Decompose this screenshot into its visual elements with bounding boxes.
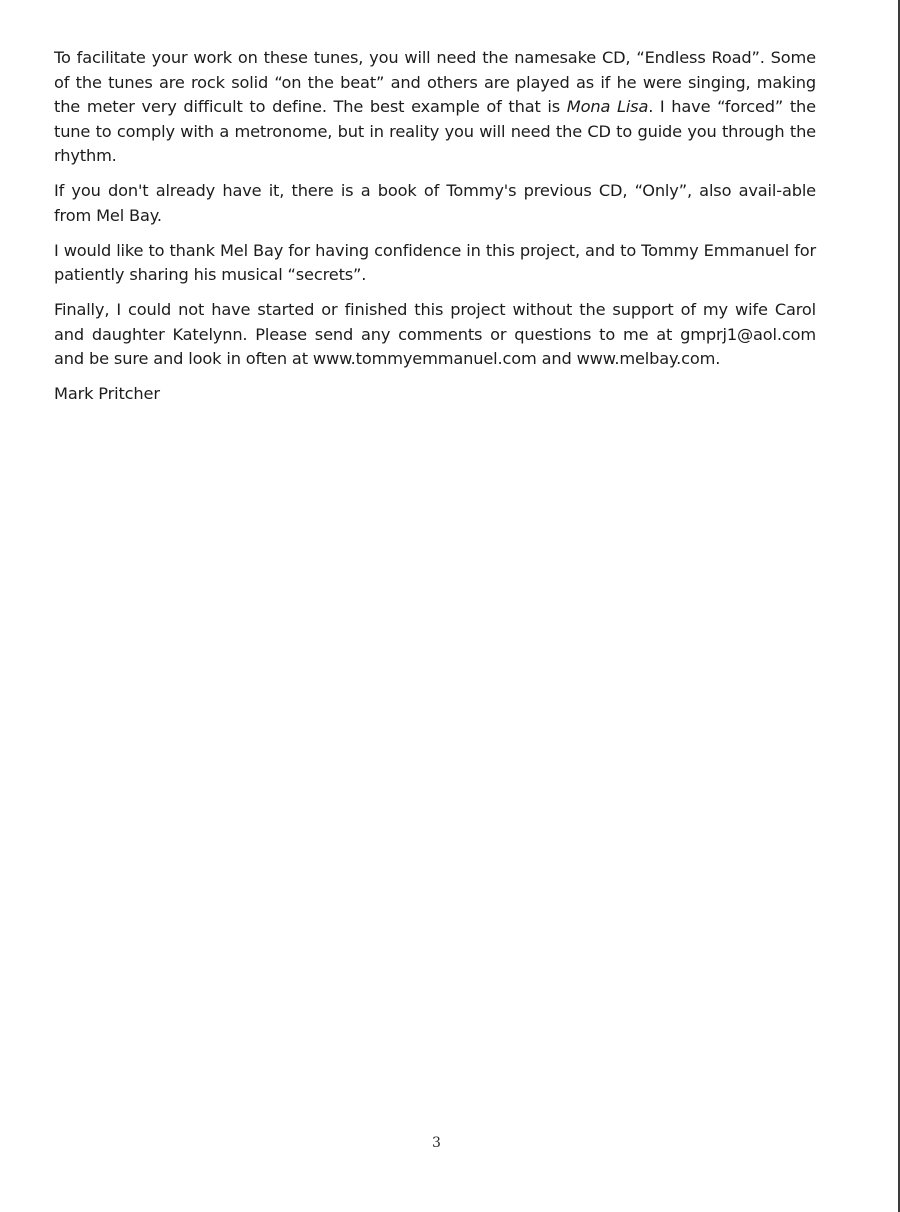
page-number: 3 [432,1135,441,1151]
paragraph-cd-intro-end: . I have “forced” the tune to comply with a metronome, but in reality you will need the CD to guide you through the rhythm. [54,97,816,165]
paragraph-thanks: I would like to thank Mel Bay for having confidence in this project, and to Tommy Emmanuel for patiently sharing his musical “secrets”. [54,240,816,284]
paragraph-previous-book: If you don't already have it, there is a book of Tommy's previous CD, “Only”, also avail-able from Mel Bay. [54,181,816,225]
paragraph-cd-intro [54,46,816,169]
body-text [54,46,816,407]
author-signature: Mark Pritcher [54,384,160,403]
tune-title-mona-lisa: Mona Lisa [566,97,649,116]
paragraph-cd-intro-start: To facilitate your work on these tunes, you will need the namesake CD, “Endless Road”. Some of the tunes are rock solid “on the beat” and others are played as if he were singing, making the meter very difficult to define. The best example of that is [54,48,816,116]
paragraph-contact: Finally, I could not have started or finished this project without the support of my wife Carol and daughter Katelynn. Please send any comments or questions to me at gmprj1@aol.com and be sure and look in often at www.tommyemmanuel.com and www.melbay.com. [54,300,816,368]
